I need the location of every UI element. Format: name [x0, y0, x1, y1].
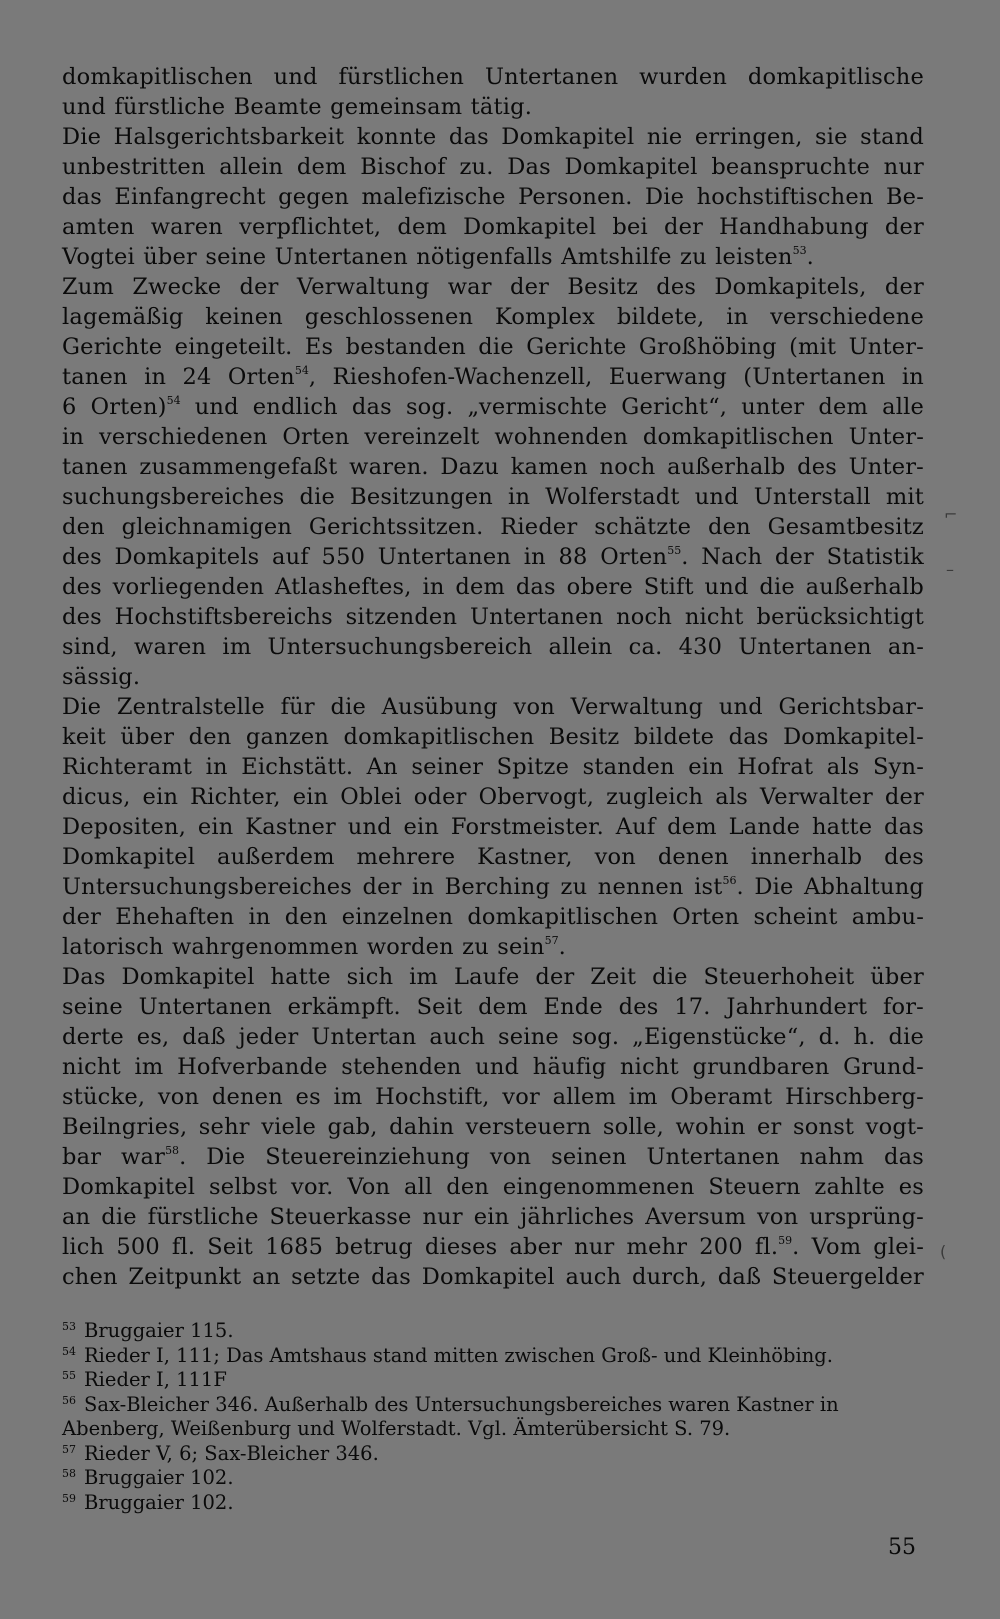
text-line: derte es, daß jeder Untertan auch seine sog. „Eigenstücke“, d. h. die	[62, 1024, 924, 1050]
text-segment: Untersuchungsbereiches der in Berching zu nennen ist	[62, 874, 723, 900]
text-line: Domkapitel außerdem mehrere Kastner, von denen innerhalb des	[62, 844, 924, 870]
text-segment: 6 Orten)	[62, 394, 167, 420]
footnote-55: 55 Rieder I, 111F	[62, 1368, 227, 1391]
text-segment: lich 500 fl. Seit 1685 betrug dieses aber nur mehr 200 fl.	[62, 1234, 779, 1260]
paragraph-3	[62, 272, 924, 692]
text-line: sind, waren im Untersuchungsbereich allein ca. 430 Untertanen an-	[62, 634, 924, 660]
page-number: 55	[888, 1535, 916, 1560]
text-line	[62, 242, 924, 272]
text-line: Gerichte eingeteilt. Es bestanden die Gerichte Großhöbing (mit Unter-	[62, 334, 924, 360]
text-line	[62, 932, 924, 962]
text-segment: , Rieshofen-Wachenzell, Euerwang (Untertanen in	[308, 364, 924, 390]
footnote-text: Bruggaier 102.	[84, 1466, 234, 1489]
footnote-ref[interactable]: 58	[165, 1144, 180, 1157]
text-segment: . Die Steuereinziehung von seinen Untertanen nahm das	[179, 1144, 924, 1170]
text-line: Die Zentralstelle für die Ausübung von Verwaltung und Gerichtsbar-	[62, 694, 924, 720]
body-text	[62, 62, 924, 1292]
margin-mark: ⌐	[944, 505, 958, 524]
text-segment: .	[806, 244, 814, 270]
text-line: Das Domkapitel hatte sich im Laufe der Zeit die Steuerhoheit über	[62, 964, 924, 990]
text-line	[62, 1232, 924, 1262]
text-line: Richteramt in Eichstätt. An seiner Spitze standen ein Hofrat als Syn-	[62, 754, 924, 780]
text-line: unbestritten allein dem Bischof zu. Das Domkapitel beanspruchte nur	[62, 154, 924, 180]
text-line: domkapitlischen und fürstlichen Untertanen wurden domkapitlische	[62, 64, 924, 90]
text-segment: tanen in 24 Orten	[62, 364, 295, 390]
text-line	[62, 542, 924, 572]
footnote-59: 59 Bruggaier 102.	[62, 1490, 234, 1514]
text-line: stücke, von denen es im Hochstift, vor allem im Oberamt Hirschberg-	[62, 1084, 924, 1110]
footnotes	[62, 1319, 924, 1515]
text-line: Domkapitel selbst vor. Von all den eingenommenen Steuern zahlte es	[62, 1174, 924, 1200]
footnote-text: Bruggaier 115.	[84, 1319, 234, 1342]
text-line: Zum Zwecke der Verwaltung war der Besitz des Domkapitels, der	[62, 274, 924, 300]
text-segment: latorisch wahrgenommen worden zu sein	[62, 934, 545, 960]
text-line	[62, 1142, 924, 1172]
footnote-text: Sax-Bleicher 346. Außerhalb des Untersuchungsbereiches waren Kastner in	[84, 1392, 839, 1416]
margin-mark: (	[940, 1242, 947, 1261]
paragraph-4	[62, 692, 924, 962]
footnote-ref[interactable]: 54	[294, 364, 309, 377]
footnote-ref[interactable]: 57	[544, 934, 559, 947]
text-segment: . Vom glei-	[792, 1234, 925, 1260]
footnote-ref[interactable]: 59	[778, 1234, 793, 1247]
footnote-ref[interactable]: 53	[792, 244, 807, 257]
footnote-text: Bruggaier 102.	[84, 1490, 234, 1514]
text-line: der Ehehaften in den einzelnen domkapitlischen Orten scheint ambu-	[62, 904, 924, 930]
text-line: den gleichnamigen Gerichtssitzen. Rieder schätzte den Gesamtbesitz	[62, 514, 924, 540]
text-line: amten waren verpflichtet, dem Domkapitel bei der Handhabung der	[62, 214, 924, 240]
text-line: keit über den ganzen domkapitlischen Besitz bildete das Domkapitel-	[62, 724, 924, 750]
text-segment: bar war	[62, 1144, 166, 1170]
footnote-53: 53 Bruggaier 115.	[62, 1319, 234, 1342]
text-line: sässig.	[62, 664, 141, 690]
text-line: des Hochstiftsbereichs sitzenden Untertanen noch nicht berücksichtigt	[62, 604, 924, 630]
text-line: tanen zusammengefaßt waren. Dazu kamen noch außerhalb des Unter-	[62, 454, 924, 480]
text-line: Depositen, ein Kastner und ein Forstmeister. Auf dem Lande hatte das	[62, 814, 924, 840]
footnote-text-continued: Abenberg, Weißenburg und Wolferstadt. Vgl. Ämterübersicht S. 79.	[62, 1417, 731, 1440]
footnote-ref[interactable]: 54	[166, 394, 181, 407]
text-line: an die fürstliche Steuerkasse nur ein jährliches Aversum von ursprüng-	[62, 1204, 924, 1230]
text-line: Die Halsgerichtsbarkeit konnte das Domkapitel nie erringen, sie stand	[62, 124, 924, 150]
paragraph-5	[62, 962, 924, 1292]
paragraph-1	[62, 62, 924, 122]
text-line: chen Zeitpunkt an setzte das Domkapitel auch durch, daß Steuergelder	[62, 1264, 924, 1290]
book-page	[62, 62, 925, 1514]
text-line: suchungsbereiches die Besitzungen in Wolferstadt und Unterstall mit	[62, 484, 924, 510]
footnote-text: Rieder V, 6; Sax-Bleicher 346.	[84, 1441, 379, 1465]
paragraph-2	[62, 122, 924, 272]
text-segment: und endlich das sog. „vermischte Gericht“, unter dem alle	[180, 394, 924, 420]
footnote-text: Rieder I, 111F	[84, 1368, 227, 1391]
text-line: in verschiedenen Orten vereinzelt wohnenden domkapitlischen Unter-	[62, 424, 924, 450]
text-segment: . Die Abhaltung	[736, 874, 924, 900]
text-line	[62, 872, 924, 902]
text-line	[62, 362, 924, 392]
text-line: lagemäßig keinen geschlossenen Komplex bildete, in verschiedene	[62, 304, 924, 330]
footnote-58: 58 Bruggaier 102.	[62, 1466, 234, 1489]
text-segment: .	[558, 934, 566, 960]
text-line: seine Untertanen erkämpft. Seit dem Ende des 17. Jahrhundert for-	[62, 994, 924, 1020]
margin-mark: –	[946, 560, 954, 579]
footnote-text: Rieder I, 111; Das Amtshaus stand mitten zwischen Groß- und Kleinhöbing.	[84, 1343, 833, 1367]
footnote-57: 57 Rieder V, 6; Sax-Bleicher 346.	[62, 1441, 379, 1465]
text-segment: des Domkapitels auf 550 Untertanen in 88 Orten	[62, 544, 668, 570]
text-line	[62, 392, 924, 422]
text-line: nicht im Hofverbande stehenden und häufig nicht grundbaren Grund-	[62, 1054, 924, 1080]
text-line: Beilngries, sehr viele gab, dahin versteuern solle, wohin er sonst vogt-	[62, 1114, 924, 1140]
footnote-ref[interactable]: 55	[667, 544, 682, 557]
text-line: dicus, ein Richter, ein Oblei oder Obervogt, zugleich als Verwalter der	[62, 784, 924, 810]
text-segment: Vogtei über seine Untertanen nötigenfalls Amtshilfe zu leisten	[62, 244, 793, 270]
footnote-56: 56 Sax-Bleicher 346. Außerhalb des Untersuchungsbereiches waren Kastner in Abenberg, Weißenburg und Wolferstadt. Vgl. Ämterübersicht S. 79.	[62, 1393, 924, 1442]
text-line: das Einfangrecht gegen malefizische Personen. Die hochstiftischen Be-	[62, 184, 924, 210]
text-segment: . Nach der Statistik	[681, 544, 924, 570]
footnote-ref[interactable]: 56	[722, 874, 737, 887]
footnote-54: 54 Rieder I, 111; Das Amtshaus stand mitten zwischen Groß- und Kleinhöbing.	[62, 1343, 833, 1367]
text-line: und fürstliche Beamte gemeinsam tätig.	[62, 94, 533, 120]
text-line: des vorliegenden Atlasheftes, in dem das obere Stift und die außerhalb	[62, 574, 924, 600]
